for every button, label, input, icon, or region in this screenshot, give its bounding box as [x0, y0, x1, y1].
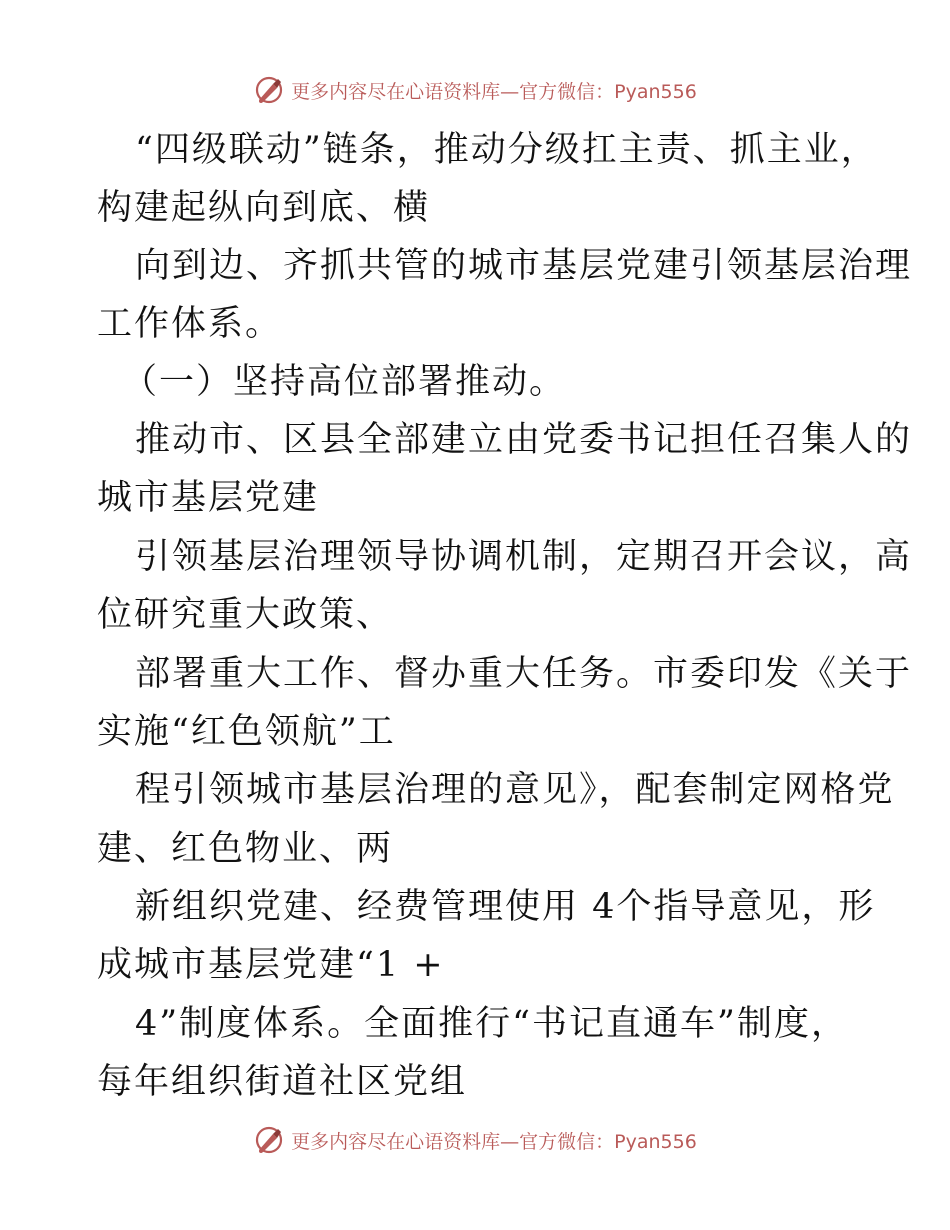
footer-watermark-text: 更多内容尽在心语资料库—官方微信：Pyan556	[291, 1130, 697, 1153]
body-line: 每年组织街道社区党组	[97, 1062, 468, 1102]
body-line: 程引领城市基层治理的意见》，配套制定网格党	[135, 770, 895, 810]
body-line: 位研究重大政策、	[97, 595, 394, 635]
pen-logo-icon	[253, 1124, 285, 1156]
body-line: 构建起纵向到底、横	[97, 188, 431, 228]
pen-logo-icon	[253, 74, 285, 106]
body-line: 推动市、区县全部建立由党委书记担任召集人的	[135, 420, 913, 460]
body-line: 向到边、齐抓共管的城市基层党建引领基层治理	[135, 246, 913, 286]
body-line: 新组织党建、经费管理使用 4个指导意见，形	[135, 887, 876, 927]
body-line: 引领基层治理领导协调机制，定期召开会议，高	[135, 537, 913, 577]
body-line: “四级联动”链条，推动分级扛主责、抓主业，	[135, 130, 878, 170]
footer-watermark-banner	[0, 1120, 950, 1160]
body-line: 成城市基层党建“1 +	[97, 945, 445, 985]
section-heading: （一）坚持高位部署推动。	[122, 362, 567, 402]
body-line: 部署重大工作、督办重大任务。市委印发《关于	[135, 654, 913, 694]
body-line: 城市基层党建	[97, 478, 320, 518]
body-line: 工作体系。	[97, 304, 283, 344]
body-line: 建、红色物业、两	[97, 829, 394, 869]
header-watermark-banner	[0, 70, 950, 110]
header-watermark-text: 更多内容尽在心语资料库—官方微信：Pyan556	[291, 80, 697, 103]
body-line: 实施“红色领航”工	[97, 712, 396, 752]
body-line: 4”制度体系。全面推行“书记直通车”制度，	[135, 1004, 848, 1044]
